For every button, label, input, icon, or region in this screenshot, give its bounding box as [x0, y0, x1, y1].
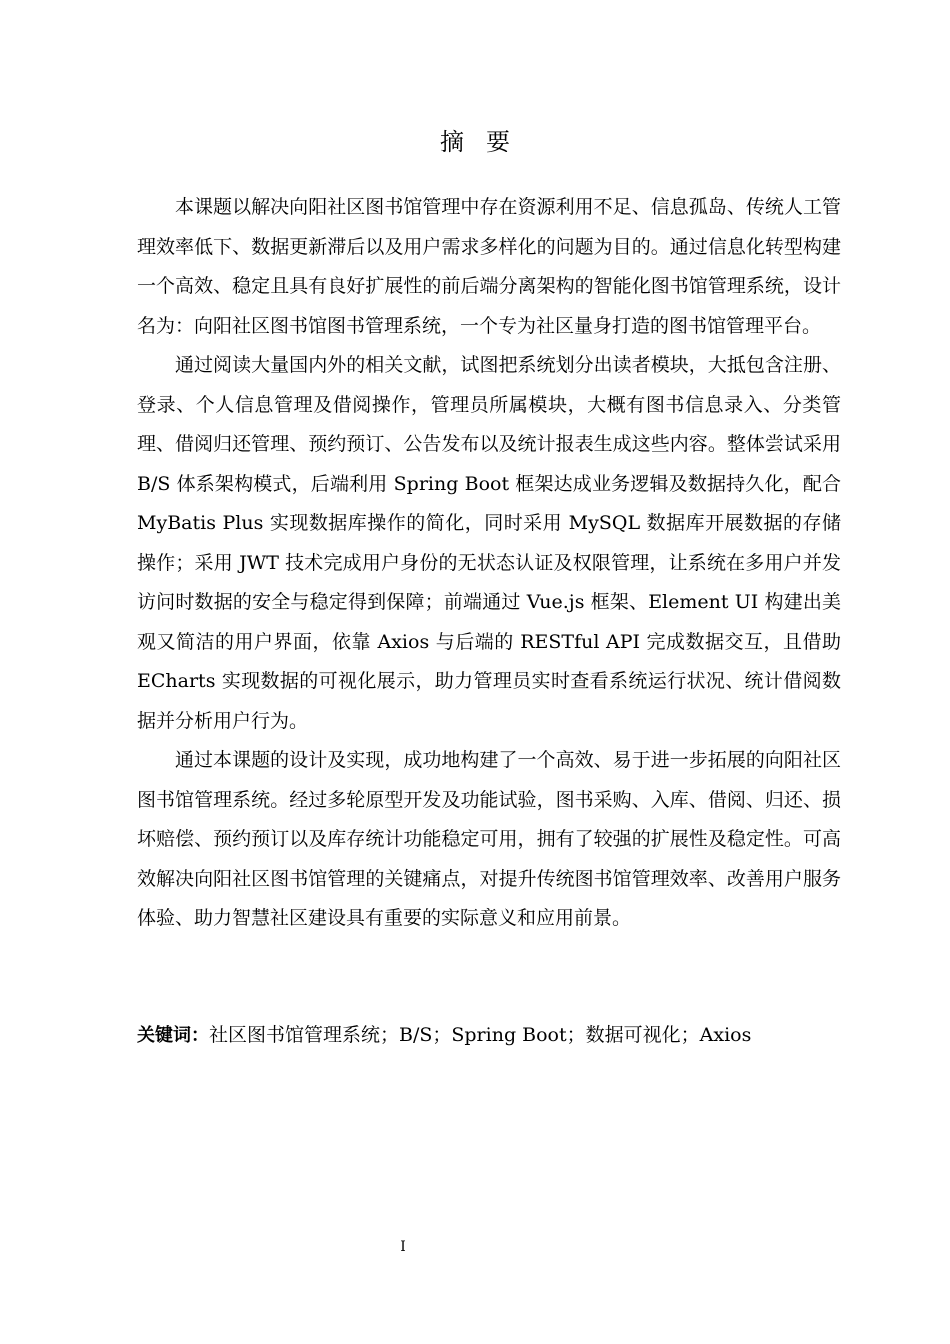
abstract-title — [0, 126, 950, 158]
abstract-paragraph-2: 通过阅读大量国内外的相关文献，试图把系统划分出读者模块，大抵包含注册、登录、个人信息管理及借阅操作，管理员所属模块，大概有图书信息录入、分类管理、借阅归还管理、预约预订、公告发布以及统计报表生成这些内容。整体尝试采用 B/S 体系架构模式，后端利用 Spring Boot 框架达成业务逻辑及数据持久化，配合 MyBatis Plus 实现数据库操作的简化，同时采用 MySQL 数据库开展数据的存储操作；采用 JWT 技术完成用户身份的无状态认证及权限管理，让系统在多用户并发访问时数据的安全与稳定得到保障；前端通过 Vue.js 框架、Element UI 构建出美观又简洁的用户界面，依靠 Axios 与后端的 RESTful API 完成数据交互，且借助 ECharts 实现数据的可视化展示，助力管理员实时查看系统运行状况、统计借阅数据并分析用户行为。 — [137, 354, 841, 732]
abstract-paragraph-3: 通过本课题的设计及实现，成功地构建了一个高效、易于进一步拓展的向阳社区图书馆管理系统。经过多轮原型开发及功能试验，图书采购、入库、借阅、归还、损坏赔偿、预约预订以及库存统计功能稳定可用，拥有了较强的扩展性及稳定性。可高效解决向阳社区图书馆管理的关键痛点，对提升传统图书馆管理效率、改善用户服务体验、助力智慧社区建设具有重要的实际意义和应用前景。 — [137, 749, 841, 929]
abstract-title-part-1: 摘 — [440, 128, 464, 156]
page-number: I — [400, 1239, 406, 1255]
abstract-body — [137, 188, 841, 939]
keywords-label: 关键词： — [137, 1025, 209, 1046]
keywords-text: 社区图书馆管理系统；B/S；Spring Boot；数据可视化；Axios — [209, 1024, 752, 1046]
abstract-paragraph-1: 本课题以解决向阳社区图书馆管理中存在资源利用不足、信息孤岛、传统人工管理效率低下、数据更新滞后以及用户需求多样化的问题为目的。通过信息化转型构建一个高效、稳定且具有良好扩展性的前后端分离架构的智能化图书馆管理系统，设计名为：向阳社区图书馆图书管理系统，一个专为社区量身打造的图书馆管理平台。 — [137, 196, 841, 337]
abstract-title-part-2: 要 — [486, 128, 510, 156]
keywords-line — [137, 1017, 841, 1054]
